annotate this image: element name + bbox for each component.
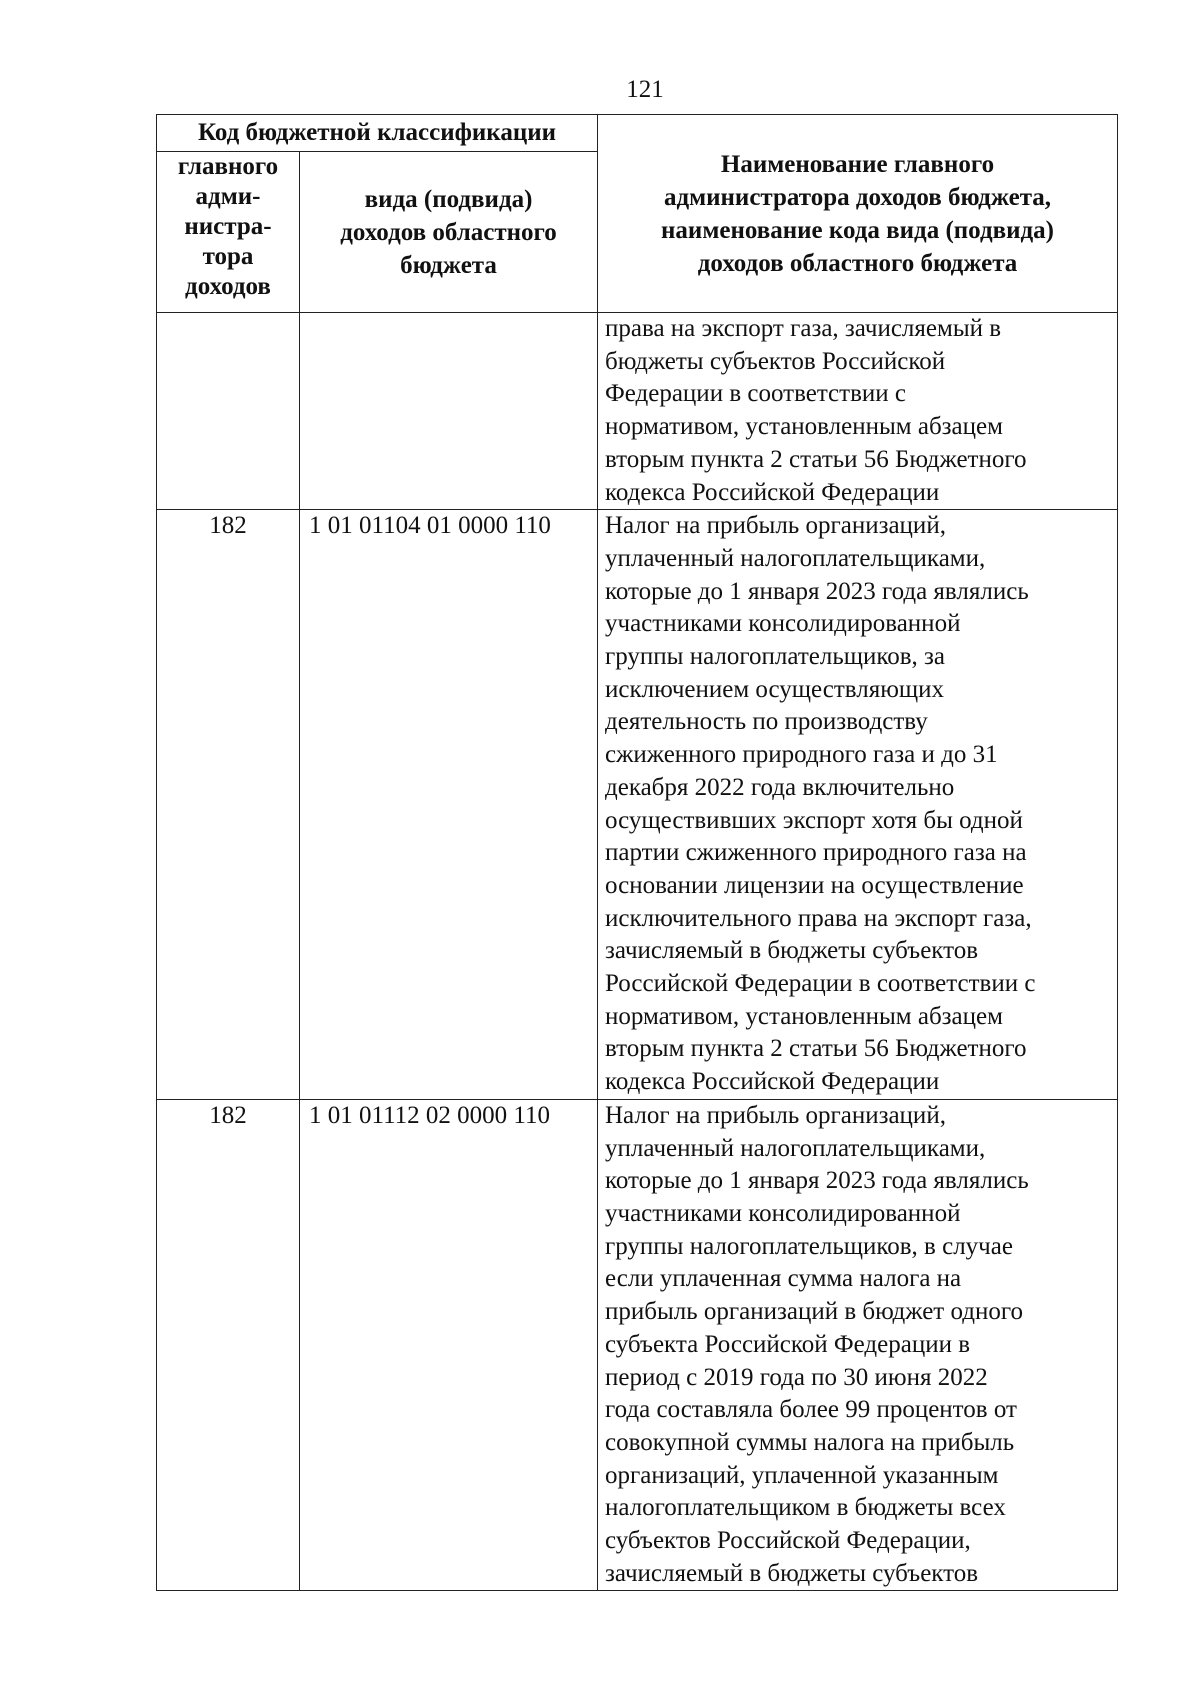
- description-line: вторым пункта 2 статьи 56 Бюджетного: [605, 1035, 1027, 1063]
- header-group-cell: Код бюджетной классификации: [157, 115, 598, 152]
- income-code-cell: 1 01 01104 01 0000 110: [300, 510, 598, 1100]
- description-line: основании лицензии на осуществление: [605, 871, 1024, 899]
- header-code-cell: [300, 152, 598, 313]
- description-line: деятельность по производству: [605, 708, 928, 736]
- header-code-line: вида (подвида): [364, 185, 533, 213]
- description-line: осуществивших экспорт хотя бы одной: [605, 806, 1023, 834]
- admin-code-cell: 182: [157, 510, 300, 1100]
- header-code-line: доходов областного: [340, 218, 557, 246]
- header-name-cell: [598, 115, 1118, 313]
- description-line: Налог на прибыль организаций,: [605, 1101, 946, 1129]
- description-line: нормативом, установленным абзацем: [605, 1002, 1003, 1030]
- header-admin-line: главного: [177, 153, 279, 180]
- header-name-line: доходов областного бюджета: [697, 249, 1018, 277]
- header-name-line: Наименование главного: [720, 150, 995, 178]
- header-admin-line: адми-: [195, 183, 261, 210]
- header-name-line: администратора доходов бюджета,: [663, 183, 1052, 211]
- description-line: года составляла более 99 процентов от: [605, 1396, 1017, 1424]
- description-line: нормативом, установленным абзацем: [605, 413, 1003, 441]
- header-row-group: [157, 115, 1118, 152]
- description-line: кодекса Российской Федерации: [605, 1068, 940, 1096]
- description-cell: [598, 1099, 1118, 1591]
- table-row: [157, 313, 1118, 510]
- header-admin-cell: [157, 152, 300, 313]
- description-line: участниками консолидированной: [605, 1199, 961, 1227]
- description-line: сжиженного природного газа и до 31: [605, 741, 998, 769]
- description-line: период с 2019 года по 30 июня 2022: [605, 1363, 988, 1391]
- header-admin-line: доходов: [185, 273, 271, 300]
- description-line: группы налогоплательщиков, за: [605, 643, 946, 671]
- description-line: декабря 2022 года включительно: [605, 773, 955, 801]
- description-line: если уплаченная сумма налога на: [605, 1265, 962, 1293]
- table-row: [157, 1099, 1118, 1591]
- description-line: налогоплательщиком в бюджеты всех: [605, 1494, 1006, 1522]
- description-line: вторым пункта 2 статьи 56 Бюджетного: [605, 445, 1027, 473]
- description-line: Российской Федерации в соответствии с: [605, 970, 1036, 998]
- description-line: группы налогоплательщиков, в случае: [605, 1232, 1013, 1260]
- income-code-cell: [300, 313, 598, 510]
- description-line: субъектов Российской Федерации,: [605, 1527, 971, 1555]
- page-number: 121: [626, 76, 664, 103]
- header-name-line: наименование кода вида (подвида): [661, 216, 1054, 244]
- description-line: прибыль организаций в бюджет одного: [605, 1298, 1023, 1326]
- description-line: бюджеты субъектов Российской: [605, 347, 946, 375]
- table-body: [157, 313, 1118, 1591]
- description-line: субъекта Российской Федерации в: [605, 1330, 971, 1358]
- description-line: участниками консолидированной: [605, 610, 961, 638]
- description-line: которые до 1 января 2023 года являлись: [605, 577, 1029, 605]
- admin-code-cell: [157, 313, 300, 510]
- description-line: зачисляемый в бюджеты субъектов: [605, 937, 979, 965]
- description-line: уплаченный налогоплательщиками,: [605, 544, 986, 572]
- header-admin-line: нистра-: [184, 213, 272, 240]
- description-line: кодекса Российской Федерации: [605, 478, 940, 506]
- header-admin-line: тора: [202, 243, 254, 270]
- income-code-cell: 1 01 01112 02 0000 110: [300, 1099, 598, 1591]
- description-cell: [598, 510, 1118, 1100]
- description-line: исключительного права на экспорт газа,: [605, 904, 1032, 932]
- description-line: Федерации в соответствии с: [605, 380, 906, 408]
- budget-classification-table: [156, 114, 1118, 1591]
- description-line: совокупной суммы налога на прибыль: [605, 1428, 1015, 1456]
- admin-code-cell: 182: [157, 1099, 300, 1591]
- description-line: права на экспорт газа, зачисляемый в: [605, 315, 1002, 342]
- description-line: зачисляемый в бюджеты субъектов: [605, 1559, 979, 1587]
- description-line: организаций, уплаченной указанным: [605, 1461, 999, 1489]
- table-row: [157, 510, 1118, 1100]
- description-cell: [598, 313, 1118, 510]
- header-code-line: бюджета: [400, 251, 497, 279]
- description-line: исключением осуществляющих: [605, 675, 945, 703]
- description-line: партии сжиженного природного газа на: [605, 839, 1027, 867]
- description-line: которые до 1 января 2023 года являлись: [605, 1167, 1029, 1195]
- description-line: Налог на прибыль организаций,: [605, 512, 946, 540]
- description-line: уплаченный налогоплательщиками,: [605, 1134, 986, 1162]
